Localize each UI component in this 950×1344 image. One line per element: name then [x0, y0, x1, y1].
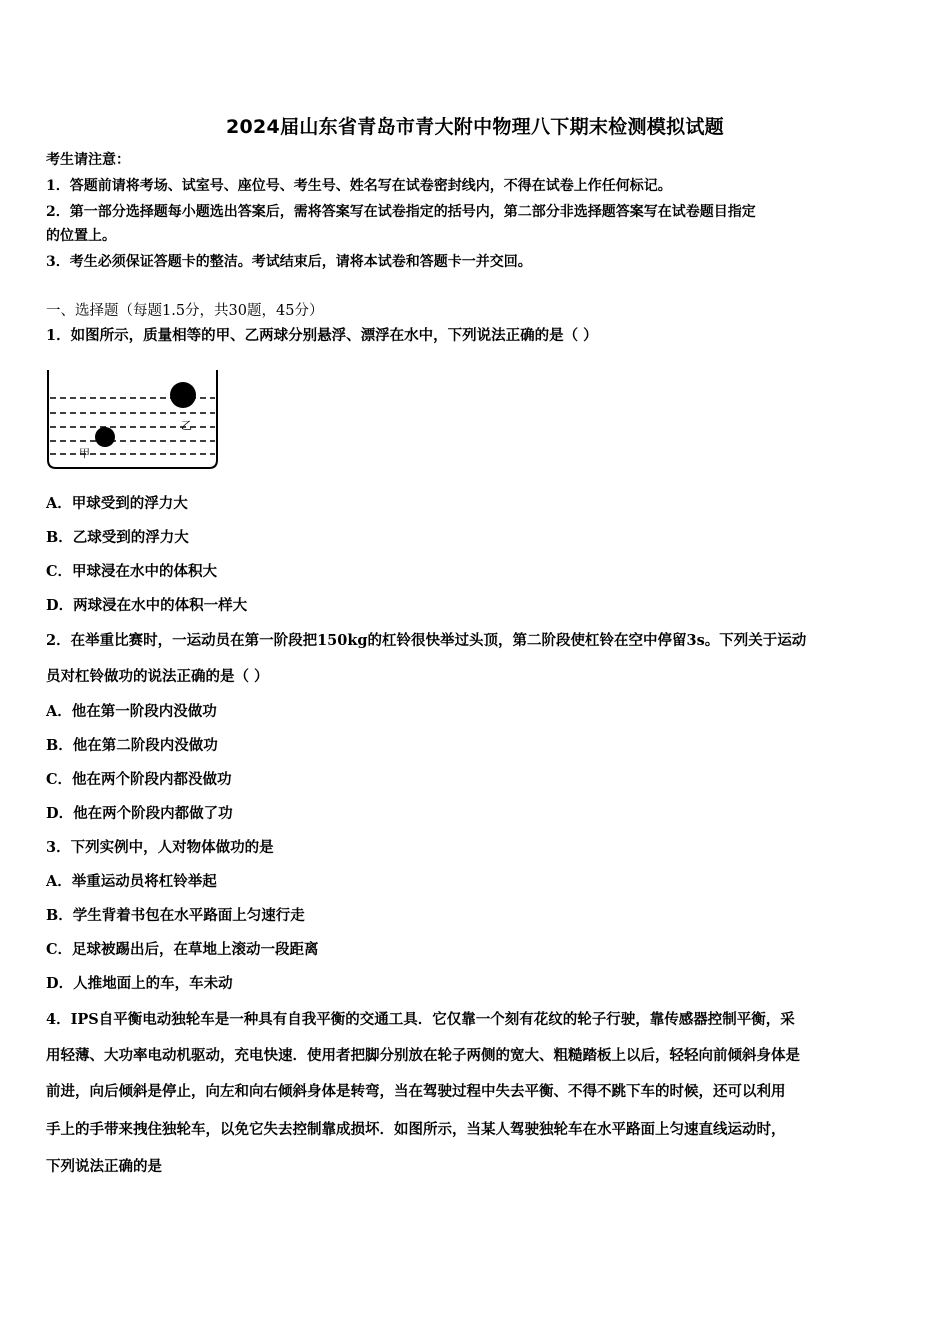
- question-3-option-a: A．举重运动员将杠铃举起: [46, 873, 217, 890]
- ball-jia: [95, 427, 115, 447]
- question-2-option-b: B．他在第二阶段内没做功: [46, 737, 218, 754]
- question-2-stem-line-2: 员对杠铃做功的说法正确的是（ ）: [46, 668, 269, 685]
- section-heading: 一、选择题（每题1.5分，共30题，45分）: [46, 303, 324, 319]
- question-2-stem-line-1: 2．在举重比赛时，一运动员在第一阶段把150kg的杠铃很快举过头顶，第二阶段使杠铃在空中停留3s。下列关于运动: [46, 632, 807, 649]
- question-3-option-b: B．学生背着书包在水平路面上匀速行走: [46, 907, 305, 924]
- question-4-stem-line-4: 手上的手带来拽住独轮车，以免它失去控制靠成损坏．如图所示，当某人驾驶独轮车在水平路面上匀速直线运动时，: [46, 1121, 786, 1138]
- page-title: 2024届山东省青岛市青大附中物理八下期末检测模拟试题: [226, 116, 724, 138]
- label-jia: 甲: [79, 447, 90, 460]
- question-4-stem-line-5: 下列说法正确的是: [46, 1158, 162, 1175]
- question-1-option-c: C．甲球浸在水中的体积大: [46, 563, 218, 580]
- question-4-stem-line-3: 前进，向后倾斜是停止，向左和向右倾斜身体是转弯，当在驾驶过程中失去平衡、不得不跳下车的时候，还可以利用: [46, 1083, 786, 1100]
- label-yi: 乙: [181, 419, 192, 432]
- ball-yi: [170, 382, 196, 408]
- buoyancy-figure: [46, 368, 221, 474]
- notice-item-2: 2．第一部分选择题每小题选出答案后，需将答案写在试卷指定的括号内，第二部分非选择题答案写在试卷题目指定: [46, 204, 756, 220]
- question-4-stem-line-1: 4．IPS自平衡电动独轮车是一种具有自我平衡的交通工具．它仅靠一个刻有花纹的轮子行驶，靠传感器控制平衡，采: [46, 1011, 795, 1028]
- question-1-option-d: D．两球浸在水中的体积一样大: [46, 597, 248, 614]
- question-3-option-d: D．人推地面上的车，车未动: [46, 975, 233, 992]
- notice-item-3: 3．考生必须保证答题卡的整洁。考试结束后，请将本试卷和答题卡一并交回。: [46, 254, 532, 270]
- question-2-option-d: D．他在两个阶段内都做了功: [46, 805, 233, 822]
- question-3-stem: 3．下列实例中，人对物体做功的是: [46, 839, 274, 856]
- question-1-stem: 1．如图所示，质量相等的甲、乙两球分别悬浮、漂浮在水中，下列说法正确的是（ ）: [46, 327, 598, 344]
- question-3-option-c: C．足球被踢出后，在草地上滚动一段距离: [46, 941, 319, 958]
- question-2-option-c: C．他在两个阶段内都没做功: [46, 771, 232, 788]
- question-4-stem-line-2: 用轻薄、大功率电动机驱动，充电快速．使用者把脚分别放在轮子两侧的宽大、粗糙踏板上以后，轻轻向前倾斜身体是: [46, 1047, 800, 1064]
- notice-item-2-cont: 的位置上。: [46, 228, 116, 244]
- question-1-option-a: A．甲球受到的浮力大: [46, 495, 188, 512]
- notice-item-1: 1．答题前请将考场、试室号、座位号、考生号、姓名写在试卷密封线内，不得在试卷上作任何标记。: [46, 178, 672, 194]
- notice-heading: 考生请注意：: [46, 152, 130, 168]
- question-1-option-b: B．乙球受到的浮力大: [46, 529, 189, 546]
- question-2-option-a: A．他在第一阶段内没做功: [46, 703, 217, 720]
